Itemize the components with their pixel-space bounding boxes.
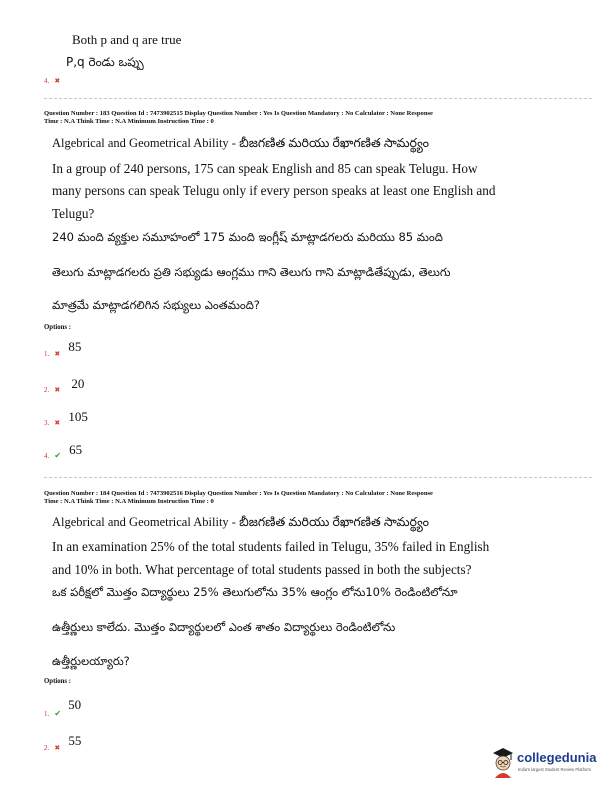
wrong-mark-icon: ✖ [54,386,61,394]
mascot-icon [490,746,516,778]
logo-tagline: India's largest Student Review Platform [518,767,591,772]
wrong-mark-icon: ✖ [54,419,61,427]
option-value: 20 [71,376,85,391]
option-value: 50 [68,697,82,712]
question-184-text-en-1: In an examination 25% of the total students failed in Telugu, 35% failed in English [52,539,490,554]
option-value: 55 [68,733,82,748]
option-number: 2. [44,386,50,394]
question-183-text-en-1: In a group of 240 persons, 175 can speak English and 85 can speak Telugu. How [52,161,478,176]
question-183-option-3 [44,409,88,429]
question-183-text-te-1: 240 మంది వ్యక్తుల సమూహంలో 175 మంది ఇంగ్లీష్ మాట్లాడగలరు మరియు 85 మంది [52,230,443,244]
question-183-option-4 [44,442,83,462]
option-number: 3. [44,419,50,427]
logo-name: collegedunia [517,750,597,765]
prev-option-text-te: P,q రెండు ఒప్పు [66,55,144,69]
question-183-text-en-3: Telugu? [52,206,95,221]
question-divider [44,477,592,478]
option-number: 4. [44,452,50,460]
prev-option-4 [44,68,60,87]
question-184-header-line1: Question Number : 184 Question Id : 7473902516 Display Question Number : Yes Is Question Mandatory : No Calculator : None Response [44,490,433,497]
question-184-text-en-2: and 10% in both. What percentage of total students passed in both the subjects? [52,562,472,577]
question-183-text-en-2: many persons can speak Telugu only if every person speaks at least one English and [52,183,496,198]
correct-check-icon: ✔ [54,709,62,718]
question-183-options-label: Options : [44,324,72,331]
option-number: 1. [44,350,50,358]
section-label: Algebrical and Geometrical Ability - బీజగణిత మరియు రేఖాగణిత సామర్థ్యం [52,515,429,529]
question-183-option-1 [44,339,82,360]
question-183-header-line2: Time : N.A Think Time : N.A Minimum Instruction Time : 0 [44,118,214,125]
question-184-section [52,514,429,533]
wrong-mark-icon: ✖ [54,77,61,85]
option-number: 2. [44,744,50,752]
correct-check-icon: ✔ [54,451,62,460]
wrong-mark-icon: ✖ [54,350,61,358]
section-label: Algebrical and Geometrical Ability - బీజగణిత మరియు రేఖాగణిత సామర్థ్యం [52,136,429,150]
option-number: 1. [44,710,50,718]
question-183-section [52,135,429,154]
question-divider [44,98,592,99]
question-184-text-te-3: ఉత్తీర్ణులయ్యారు? [52,654,130,668]
question-184-header-line2: Time : N.A Think Time : N.A Minimum Instruction Time : 0 [44,498,214,505]
option-value: 105 [68,409,88,424]
question-184-text-te-1: ఒక పరీక్షలో మొత్తం విద్యార్థులు 25% తెలుగులోను 35% ఆంగ్లం లోను10% రెండింటిలోనూ [52,585,458,599]
option-value: 85 [68,339,82,354]
wrong-mark-icon: ✖ [54,744,61,752]
question-183-option-2 [44,376,85,396]
prev-option-text-en: Both p and q are true [72,32,182,47]
question-184-text-te-2: ఉత్తీర్ణులు కాలేదు. మొత్తం విద్యార్థులలో ఎంత శాతం విద్యార్థులు రెండింటిలోను [52,620,396,634]
question-183-text-te-3: మాత్రమే మాట్లాడగలిగిన సభ్యులు ఎంతమంది? [52,298,260,312]
collegedunia-logo [490,744,608,784]
question-183-header-line1: Question Number : 183 Question Id : 7473902515 Display Question Number : Yes Is Question Mandatory : No Calculator : None Response [44,110,433,117]
question-184-options-label: Options : [44,678,72,685]
option-number: 4. [44,77,50,85]
option-value: 65 [69,442,83,457]
question-184-option-2 [44,733,82,754]
question-184-option-1 [44,697,82,720]
question-183-text-te-2: తెలుగు మాట్లాడగలరు ప్రతి సభ్యుడు ఆంగ్లము గాని తెలుగు గాని మాట్లాడితేప్పుడు, తెలుగు [52,265,451,279]
